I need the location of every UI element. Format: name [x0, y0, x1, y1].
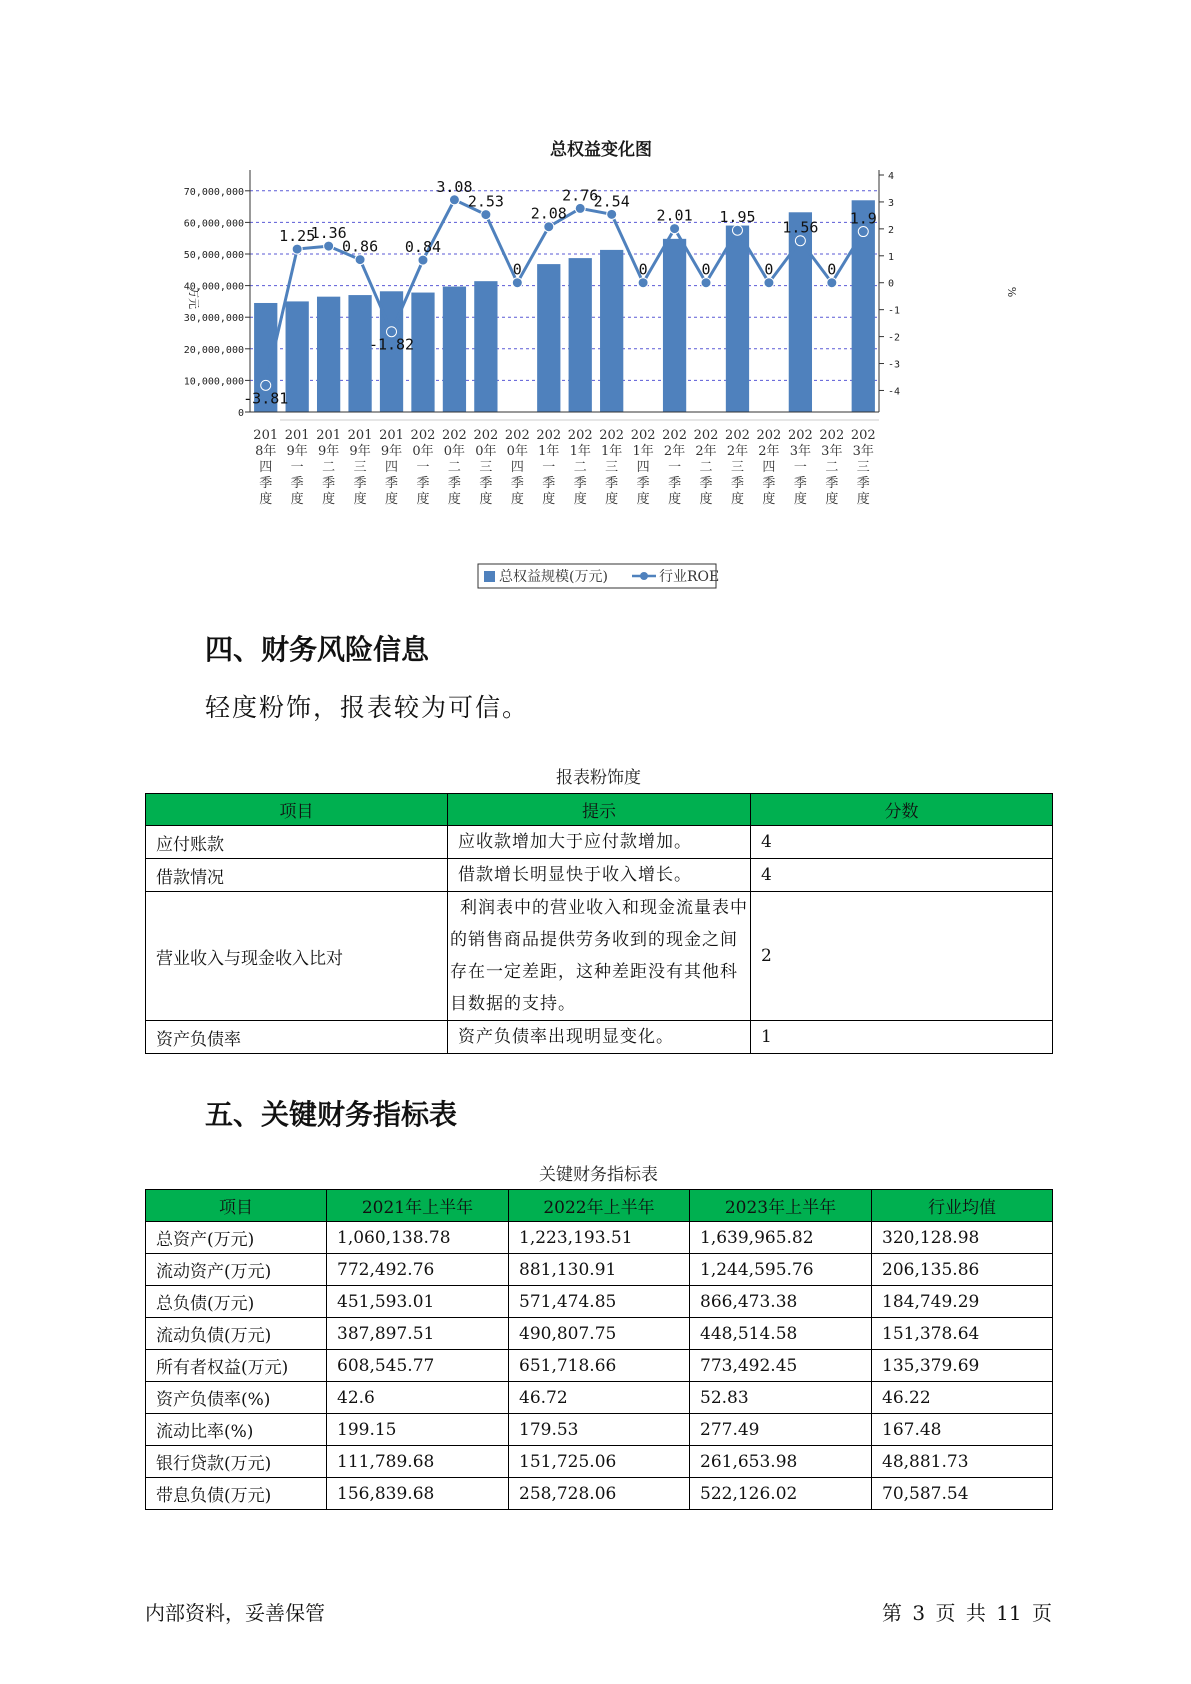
category-label: 度 — [385, 492, 399, 507]
risk-item: 营业收入与现金收入比对 — [146, 892, 448, 1021]
kpi-value: 261,653.98 — [690, 1446, 872, 1478]
category-label: 季 — [762, 476, 776, 491]
category-label: 一 — [668, 460, 682, 475]
section4-text: 轻度粉饰，报表较为可信。 — [205, 693, 530, 722]
equity-chart — [160, 130, 1030, 600]
category-label: 四 — [385, 460, 399, 475]
y-tick-label: 10,000,000 — [183, 376, 244, 388]
category-label: 202 — [693, 428, 719, 443]
category-label: 度 — [479, 492, 493, 507]
category-label: 202 — [787, 428, 813, 443]
kpi-value: 571,474.85 — [509, 1286, 690, 1318]
data-label: 0 — [512, 260, 522, 279]
category-label: 202 — [756, 428, 782, 443]
category-label: 四 — [259, 460, 273, 475]
kpi-value: 522,126.02 — [690, 1478, 872, 1510]
category-label: 度 — [290, 492, 304, 507]
category-label: 202 — [504, 428, 530, 443]
category-label: 度 — [416, 492, 430, 507]
category-label: 度 — [762, 492, 776, 507]
risk-hint: 利润表中的营业收入和现金流量表中的销售商品提供劳务收到的现金之间存在一定差距，这种差距没有其他科目数据的支持。 — [448, 892, 751, 1021]
risk-col-score: 分数 — [751, 794, 1053, 826]
category-label: 202 — [662, 428, 687, 443]
category-label: 度 — [825, 492, 839, 507]
table-row — [146, 1478, 1053, 1510]
table-row — [146, 826, 1053, 859]
category-label: 201 — [284, 428, 310, 443]
kpi-col-industry-avg: 行业均值 — [872, 1190, 1053, 1222]
data-label: 1.25 — [279, 227, 316, 246]
roe-point — [858, 227, 868, 237]
category-label: 四 — [762, 460, 776, 475]
category-label: 1年 — [601, 444, 623, 459]
category-label: 季 — [479, 476, 493, 491]
data-label: 0 — [764, 260, 774, 279]
category-label: 度 — [510, 492, 524, 507]
risk-score: 4 — [751, 826, 1053, 859]
y2-tick-label: -1 — [888, 305, 901, 317]
category-label: 二 — [322, 460, 336, 475]
table-row — [146, 1021, 1053, 1054]
roe-point — [827, 278, 837, 288]
category-label: 二 — [447, 460, 461, 475]
kpi-value: 772,492.76 — [327, 1254, 509, 1286]
category-label: 2年 — [695, 444, 717, 459]
kpi-value: 135,379.69 — [872, 1350, 1053, 1382]
category-label: 0年 — [475, 444, 497, 459]
roe-point — [292, 244, 302, 254]
category-label: 季 — [793, 476, 807, 491]
kpi-value: 151,725.06 — [509, 1446, 690, 1478]
category-label: 季 — [668, 476, 682, 491]
category-label: 3年 — [789, 444, 812, 459]
category-label: 202 — [599, 428, 625, 443]
y-tick-label: 0 — [237, 408, 244, 419]
kpi-col-2021h1: 2021年上半年 — [327, 1190, 509, 1222]
chart-category-labels — [253, 428, 875, 507]
category-label: 三 — [730, 460, 744, 475]
table-row — [146, 1446, 1053, 1478]
category-label: 201 — [316, 428, 342, 443]
category-label: 季 — [699, 476, 713, 491]
data-label: 1.36 — [310, 224, 347, 243]
legend-bar-label: 总权益规模(万元) — [499, 569, 608, 585]
category-label: 度 — [793, 492, 807, 507]
category-label: 201 — [347, 428, 373, 443]
y2-tick-label: -2 — [888, 332, 901, 344]
kpi-table-caption: 关键财务指标表 — [539, 1165, 658, 1185]
roe-point — [607, 209, 617, 219]
data-label: 0 — [827, 260, 837, 279]
footer-confidential: 内部资料，妥善保管 — [145, 1601, 325, 1625]
legend-line-label: 行业ROE — [659, 569, 720, 585]
kpi-value: 866,473.38 — [690, 1286, 872, 1318]
category-label: 0年 — [412, 444, 434, 459]
roe-point — [764, 278, 774, 288]
category-label: 2年 — [758, 444, 780, 459]
roe-point — [544, 222, 554, 232]
category-label: 季 — [353, 476, 367, 491]
y2-tick-label: 1 — [888, 251, 895, 263]
kpi-value: 156,839.68 — [327, 1478, 509, 1510]
category-label: 9年 — [380, 444, 403, 459]
data-label: -3.81 — [243, 389, 289, 408]
data-label: 2.54 — [593, 192, 630, 211]
category-label: 一 — [290, 460, 304, 475]
category-label: 1年 — [538, 444, 560, 459]
kpi-value: 111,789.68 — [327, 1446, 509, 1478]
section5-heading: 五、关键财务指标表 — [205, 1098, 458, 1131]
kpi-value: 52.83 — [690, 1382, 872, 1414]
category-label: 季 — [510, 476, 524, 491]
table-row — [146, 1222, 1053, 1254]
data-label: 1.95 — [719, 208, 756, 227]
category-label: 202 — [630, 428, 656, 443]
risk-table-caption: 报表粉饰度 — [556, 768, 641, 788]
category-label: 202 — [819, 428, 845, 443]
table-row — [146, 1254, 1053, 1286]
category-label: 度 — [259, 492, 273, 507]
risk-hint: 应收款增加大于应付款增加。 — [448, 826, 751, 859]
category-label: 季 — [730, 476, 744, 491]
kpi-value: 490,807.75 — [509, 1318, 690, 1350]
kpi-value: 277.49 — [690, 1414, 872, 1446]
category-label: 3年 — [852, 444, 874, 459]
kpi-value: 151,378.64 — [872, 1318, 1053, 1350]
bar — [726, 226, 749, 412]
category-label: 度 — [322, 492, 336, 507]
kpi-value: 448,514.58 — [690, 1318, 872, 1350]
bar — [474, 281, 497, 412]
kpi-item: 总资产(万元) — [146, 1222, 327, 1254]
category-label: 度 — [353, 492, 367, 507]
footer-page-number: 第 3 页 共 11 页 — [882, 1601, 1052, 1625]
kpi-value: 46.22 — [872, 1382, 1053, 1414]
category-label: 一 — [793, 460, 807, 475]
y-tick-label: 30,000,000 — [183, 313, 244, 325]
legend-line-marker — [640, 572, 648, 580]
kpi-value: 1,639,965.82 — [690, 1222, 872, 1254]
category-label: 季 — [605, 476, 619, 491]
category-label: 201 — [379, 428, 404, 443]
chart-legend — [478, 564, 719, 588]
category-label: 季 — [322, 476, 336, 491]
category-label: 0年 — [443, 444, 466, 459]
category-label: 202 — [410, 428, 436, 443]
risk-score: 4 — [751, 859, 1053, 892]
bar — [600, 250, 623, 412]
kpi-item: 流动负债(万元) — [146, 1318, 327, 1350]
bar — [286, 301, 309, 412]
category-label: 202 — [567, 428, 593, 443]
data-label: 1.56 — [782, 218, 819, 237]
y-tick-label: 70,000,000 — [183, 186, 244, 198]
bar — [411, 293, 434, 412]
category-label: 9年 — [286, 444, 308, 459]
data-label: 2.01 — [656, 206, 693, 225]
y-tick-label: 50,000,000 — [183, 250, 244, 261]
y2-tick-label: 4 — [888, 171, 895, 182]
category-label: 三 — [856, 460, 870, 475]
kpi-value: 184,749.29 — [872, 1286, 1053, 1318]
kpi-item: 流动比率(%) — [146, 1414, 327, 1446]
bar — [569, 258, 592, 412]
roe-point — [670, 224, 680, 234]
y2-tick-label: -4 — [888, 386, 901, 398]
kpi-value: 387,897.51 — [327, 1318, 509, 1350]
kpi-item: 资产负债率(%) — [146, 1382, 327, 1414]
legend-bar-swatch — [484, 571, 495, 582]
risk-score: 2 — [751, 892, 1053, 1021]
risk-table — [145, 793, 1053, 1054]
kpi-value: 1,223,193.51 — [509, 1222, 690, 1254]
kpi-value: 70,587.54 — [872, 1478, 1053, 1510]
category-label: 0年 — [506, 444, 528, 459]
kpi-value: 773,492.45 — [690, 1350, 872, 1382]
roe-point — [418, 255, 428, 265]
category-label: 季 — [416, 476, 430, 491]
kpi-value: 258,728.06 — [509, 1478, 690, 1510]
kpi-value: 320,128.98 — [872, 1222, 1053, 1254]
kpi-item: 带息负债(万元) — [146, 1478, 327, 1510]
category-label: 3年 — [821, 444, 843, 459]
category-label: 季 — [856, 476, 870, 491]
category-label: 9年 — [349, 444, 371, 459]
left-axis-title: 万元 — [187, 287, 200, 309]
risk-score: 1 — [751, 1021, 1053, 1054]
category-label: 2年 — [726, 444, 749, 459]
category-label: 度 — [856, 492, 870, 507]
risk-hint: 借款增长明显快于收入增长。 — [448, 859, 751, 892]
kpi-item: 总负债(万元) — [146, 1286, 327, 1318]
kpi-value: 1,060,138.78 — [327, 1222, 509, 1254]
data-label: 2.53 — [467, 192, 504, 211]
risk-col-item: 项目 — [146, 794, 448, 826]
category-label: 1年 — [632, 444, 654, 459]
kpi-col-item: 项目 — [146, 1190, 327, 1222]
roe-point — [701, 278, 711, 288]
bar — [663, 239, 686, 412]
category-label: 1年 — [569, 444, 591, 459]
data-label: 2.76 — [562, 186, 599, 205]
y2-tick-label: 0 — [888, 278, 895, 290]
data-label: 3.08 — [436, 177, 473, 196]
category-label: 度 — [573, 492, 587, 507]
category-label: 8年 — [255, 444, 277, 459]
category-label: 度 — [636, 492, 650, 507]
bar — [537, 264, 560, 412]
y2-tick-label: -3 — [888, 359, 901, 371]
roe-point — [575, 203, 585, 213]
category-label: 三 — [479, 460, 493, 475]
category-label: 季 — [825, 476, 839, 491]
category-label: 一 — [416, 460, 430, 475]
category-label: 四 — [510, 460, 524, 475]
table-row — [146, 1414, 1053, 1446]
table-row — [146, 892, 1053, 1021]
bar — [443, 287, 466, 412]
risk-table-header — [146, 794, 1053, 826]
roe-point — [638, 278, 648, 288]
bar — [317, 297, 340, 412]
y-tick-label: 40,000,000 — [183, 281, 244, 293]
risk-col-hint: 提示 — [448, 794, 751, 826]
category-label: 202 — [442, 428, 467, 443]
category-label: 季 — [385, 476, 399, 491]
roe-point — [449, 195, 459, 205]
category-label: 202 — [850, 428, 876, 443]
risk-hint: 资产负债率出现明显变化。 — [448, 1021, 751, 1054]
category-label: 季 — [636, 476, 650, 491]
y-tick-label: 60,000,000 — [183, 218, 244, 230]
category-label: 一 — [542, 460, 556, 475]
category-label: 202 — [473, 428, 499, 443]
roe-point — [512, 278, 522, 288]
table-row — [146, 1318, 1053, 1350]
category-label: 季 — [259, 476, 273, 491]
y2-tick-label: 2 — [888, 224, 895, 236]
right-axis-title: % — [1005, 286, 1018, 298]
kpi-value: 199.15 — [327, 1414, 509, 1446]
roe-point — [355, 255, 365, 265]
category-label: 二 — [699, 460, 713, 475]
kpi-item: 银行贷款(万元) — [146, 1446, 327, 1478]
kpi-value: 651,718.66 — [509, 1350, 690, 1382]
category-label: 201 — [253, 428, 279, 443]
category-label: 2年 — [663, 444, 686, 459]
risk-item: 应付账款 — [146, 826, 448, 859]
table-row — [146, 859, 1053, 892]
y-tick-label: 20,000,000 — [183, 344, 244, 356]
table-row — [146, 1382, 1053, 1414]
kpi-value: 48,881.73 — [872, 1446, 1053, 1478]
risk-item: 资产负债率 — [146, 1021, 448, 1054]
roe-point — [732, 225, 742, 235]
kpi-value: 167.48 — [872, 1414, 1053, 1446]
category-label: 二 — [573, 460, 587, 475]
kpi-value: 1,244,595.76 — [690, 1254, 872, 1286]
category-label: 三 — [353, 460, 367, 475]
category-label: 季 — [542, 476, 556, 491]
kpi-table — [145, 1189, 1053, 1510]
category-label: 度 — [699, 492, 713, 507]
category-label: 度 — [605, 492, 619, 507]
category-label: 季 — [447, 476, 461, 491]
category-label: 度 — [447, 492, 461, 507]
roe-point — [795, 236, 805, 246]
category-label: 202 — [536, 428, 562, 443]
kpi-value: 46.72 — [509, 1382, 690, 1414]
kpi-value: 206,135.86 — [872, 1254, 1053, 1286]
risk-item: 借款情况 — [146, 859, 448, 892]
category-label: 季 — [573, 476, 587, 491]
data-label: 1.9 — [849, 209, 877, 228]
category-label: 度 — [542, 492, 556, 507]
category-label: 9年 — [317, 444, 340, 459]
table-row — [146, 1350, 1053, 1382]
data-label: 0 — [638, 260, 648, 279]
kpi-item: 所有者权益(万元) — [146, 1350, 327, 1382]
category-label: 度 — [730, 492, 744, 507]
kpi-item: 流动资产(万元) — [146, 1254, 327, 1286]
data-label: 0.84 — [404, 238, 442, 257]
data-label: 0 — [701, 260, 711, 279]
kpi-col-2023h1: 2023年上半年 — [690, 1190, 872, 1222]
table-row — [146, 1286, 1053, 1318]
data-label: 2.08 — [530, 204, 567, 223]
kpi-value: 608,545.77 — [327, 1350, 509, 1382]
y2-tick-label: 3 — [888, 197, 895, 209]
category-label: 二 — [825, 460, 839, 475]
category-label: 度 — [668, 492, 682, 507]
kpi-value: 881,130.91 — [509, 1254, 690, 1286]
category-label: 三 — [605, 460, 619, 475]
kpi-value: 179.53 — [509, 1414, 690, 1446]
kpi-value: 42.6 — [327, 1382, 509, 1414]
category-label: 季 — [290, 476, 304, 491]
data-label: 0.86 — [342, 237, 379, 256]
kpi-col-2022h1: 2022年上半年 — [509, 1190, 690, 1222]
roe-point — [481, 210, 491, 220]
data-label: -1.82 — [368, 335, 415, 354]
category-label: 202 — [725, 428, 750, 443]
kpi-value: 451,593.01 — [327, 1286, 509, 1318]
category-label: 四 — [636, 460, 650, 475]
kpi-table-header — [146, 1190, 1053, 1222]
chart-title: 总权益变化图 — [550, 140, 652, 160]
section4-heading: 四、财务风险信息 — [205, 633, 430, 666]
roe-point — [324, 241, 334, 251]
